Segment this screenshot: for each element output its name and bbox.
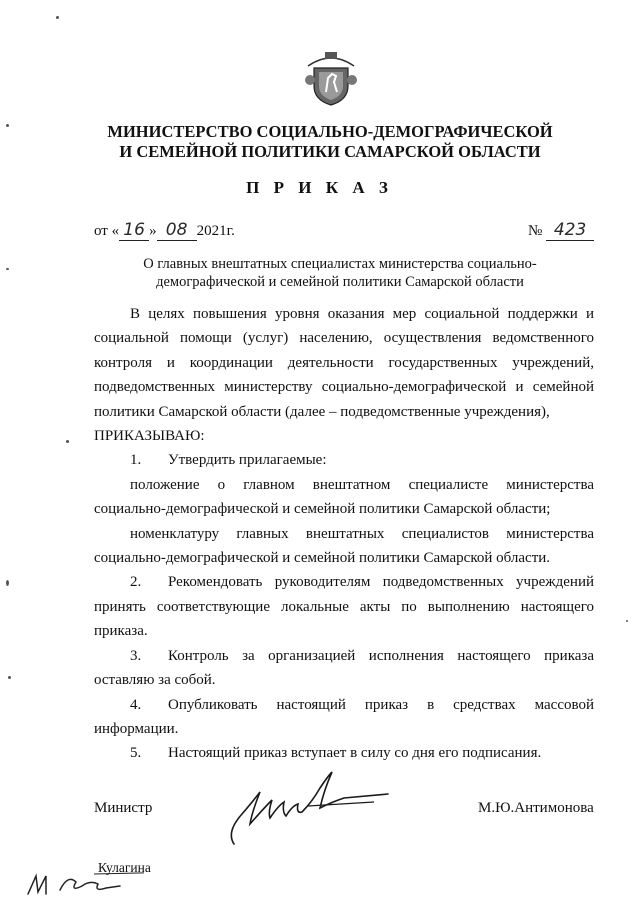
item-text: Настоящий приказ вступает в силу со дня его подписания. (168, 745, 542, 762)
ministry-line-1: МИНИСТЕРСТВО СОЦИАЛЬНО-ДЕМОГРАФИЧЕСКОЙ (107, 122, 553, 141)
item-1 (94, 448, 594, 472)
item-3 (94, 644, 594, 693)
item-number: 4. (130, 696, 142, 713)
scan-speck (8, 676, 11, 679)
item-text: Рекомендовать руководителям подведомственных учреждений принять соответствующие локальные акты по выполнению настоящего приказа. (94, 574, 594, 640)
item-number: 2. (130, 574, 142, 591)
handwritten-signature (220, 762, 390, 852)
scan-speck (6, 124, 9, 127)
signer-position: Министр (94, 800, 153, 816)
scan-speck (6, 268, 9, 270)
scan-speck (6, 580, 9, 586)
subitem-1: положение о главном внештатном специалисте министерства социально-демографической и семейной политики Самарской области; (94, 476, 594, 518)
scan-speck (66, 440, 69, 443)
date-mid: » (149, 223, 157, 239)
order-body (94, 302, 594, 766)
signer-name: М.Ю.Антимонова (478, 800, 594, 816)
ministry-line-2: И СЕМЕЙНОЙ ПОЛИТИКИ САМАРСКОЙ ОБЛАСТИ (119, 142, 541, 161)
ministry-header (60, 122, 600, 162)
scan-speck (626, 620, 628, 622)
date-day: 16 (119, 220, 149, 241)
subject-line-1: О главных внештатных специалистах министерства социально- (143, 256, 537, 272)
item-2 (94, 570, 594, 643)
item-number: 1. (130, 452, 142, 469)
subitem-2: номенклатуру главных внештатных специалистов министерства социально-демографической и семейной политики Самарской области. (94, 525, 594, 567)
date-month: 08 (157, 220, 197, 241)
item-4 (94, 693, 594, 742)
order-subject (120, 255, 560, 291)
scan-speck (56, 16, 59, 19)
executor-name: Кулагина (98, 860, 151, 875)
coat-of-arms-icon (300, 46, 362, 108)
item-text: Утвердить прилагаемые: (168, 452, 327, 469)
item-number: 3. (130, 647, 142, 664)
preamble: В целях повышения уровня оказания мер социальной поддержки и социальной помощи (услуг) населению, осуществления ведомственного контроля и координации деятельности государственных учреждений, подведомственных министерству социально-демографической и семейной политики Самарской области (далее – подведомственные учреждения), (94, 306, 594, 420)
subject-line-2: демографической и семейной политики Самарской области (156, 274, 524, 290)
order-number (528, 220, 594, 241)
number-value: 423 (546, 220, 594, 241)
handwritten-initials (24, 868, 144, 898)
order-date (94, 220, 235, 241)
date-year: 2021г. (196, 223, 235, 239)
item-text: Опубликовать настоящий приказ в средствах массовой информации. (94, 696, 594, 737)
date-prefix: от « (94, 223, 120, 239)
order-title: П Р И К А З (246, 178, 393, 197)
item-text: Контроль за организацией исполнения настоящего приказа оставляю за собой. (94, 647, 594, 689)
item-number: 5. (130, 745, 142, 762)
number-label: № (528, 223, 543, 239)
decree-word: ПРИКАЗЫВАЮ: (94, 428, 205, 445)
